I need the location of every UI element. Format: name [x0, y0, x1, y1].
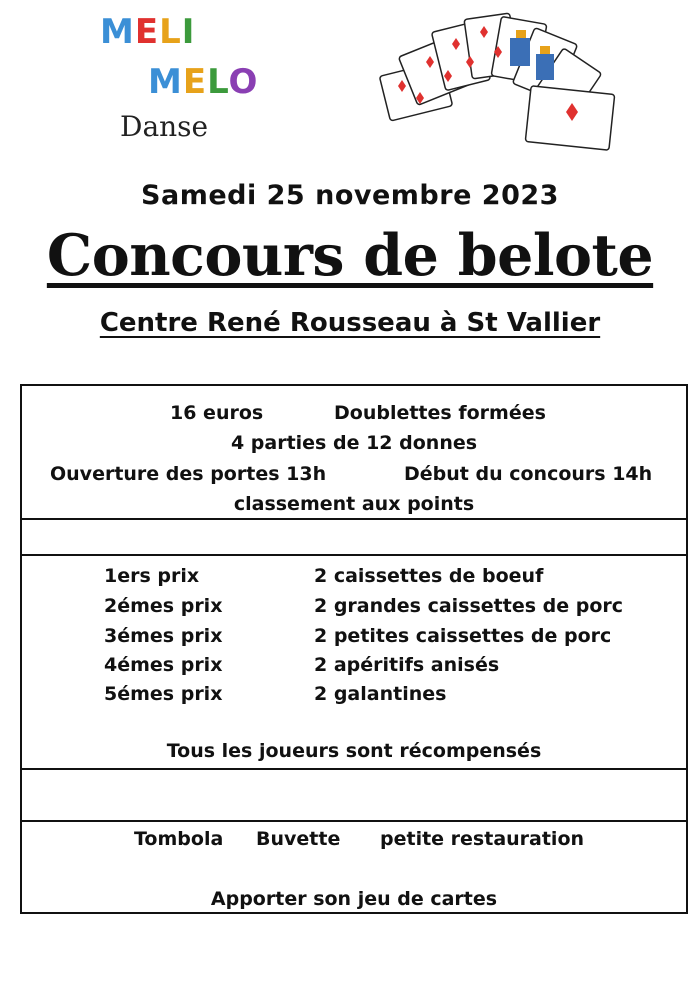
prize-rank: 1ers prix: [104, 565, 200, 587]
venue-container: [0, 308, 700, 338]
playing-cards-icon: [376, 6, 616, 154]
contest-start: Début du concours 14h: [404, 463, 653, 485]
price: 16 euros: [170, 402, 264, 424]
logo-melo: MELO: [148, 62, 259, 102]
extras-box: [20, 820, 688, 914]
empty-box-2: [20, 768, 688, 822]
event-title-container: [0, 222, 700, 289]
prize-reward: 2 grandes caissettes de porc: [314, 595, 624, 617]
teams: Doublettes formées: [334, 402, 546, 424]
prize-rank: 5émes prix: [104, 683, 223, 705]
doors-opening: Ouverture des portes 13h: [50, 463, 327, 485]
event-date: Samedi 25 novembre 2023: [141, 180, 559, 211]
logo-meli: MELI: [100, 12, 196, 52]
tombola: Tombola: [134, 828, 224, 850]
venue: Centre René Rousseau à St Vallier: [99, 308, 601, 338]
buvette: Buvette: [256, 828, 341, 850]
food: petite restauration: [380, 828, 585, 850]
info-box: [20, 384, 688, 520]
empty-box-1: [20, 518, 688, 556]
prize-reward: 2 apéritifs anisés: [314, 654, 500, 676]
all-rewarded: Tous les joueurs sont récompensés: [166, 740, 542, 762]
prize-reward: 2 petites caissettes de porc: [314, 625, 612, 647]
games: 4 parties de 12 donnes: [230, 432, 478, 454]
prize-rank: 2émes prix: [104, 595, 223, 617]
meli-melo-danse-logo: [96, 6, 259, 146]
event-title: Concours de belote: [46, 222, 654, 289]
prize-reward: 2 galantines: [314, 683, 447, 705]
bring-cards: Apporter son jeu de cartes: [210, 888, 498, 910]
ranking: classement aux points: [233, 493, 475, 515]
logo-danse: Danse: [120, 110, 209, 143]
prize-reward: 2 caissettes de boeuf: [314, 565, 544, 587]
prize-rank: 3émes prix: [104, 625, 223, 647]
prize-rank: 4émes prix: [104, 654, 223, 676]
prizes-box: [20, 554, 688, 770]
